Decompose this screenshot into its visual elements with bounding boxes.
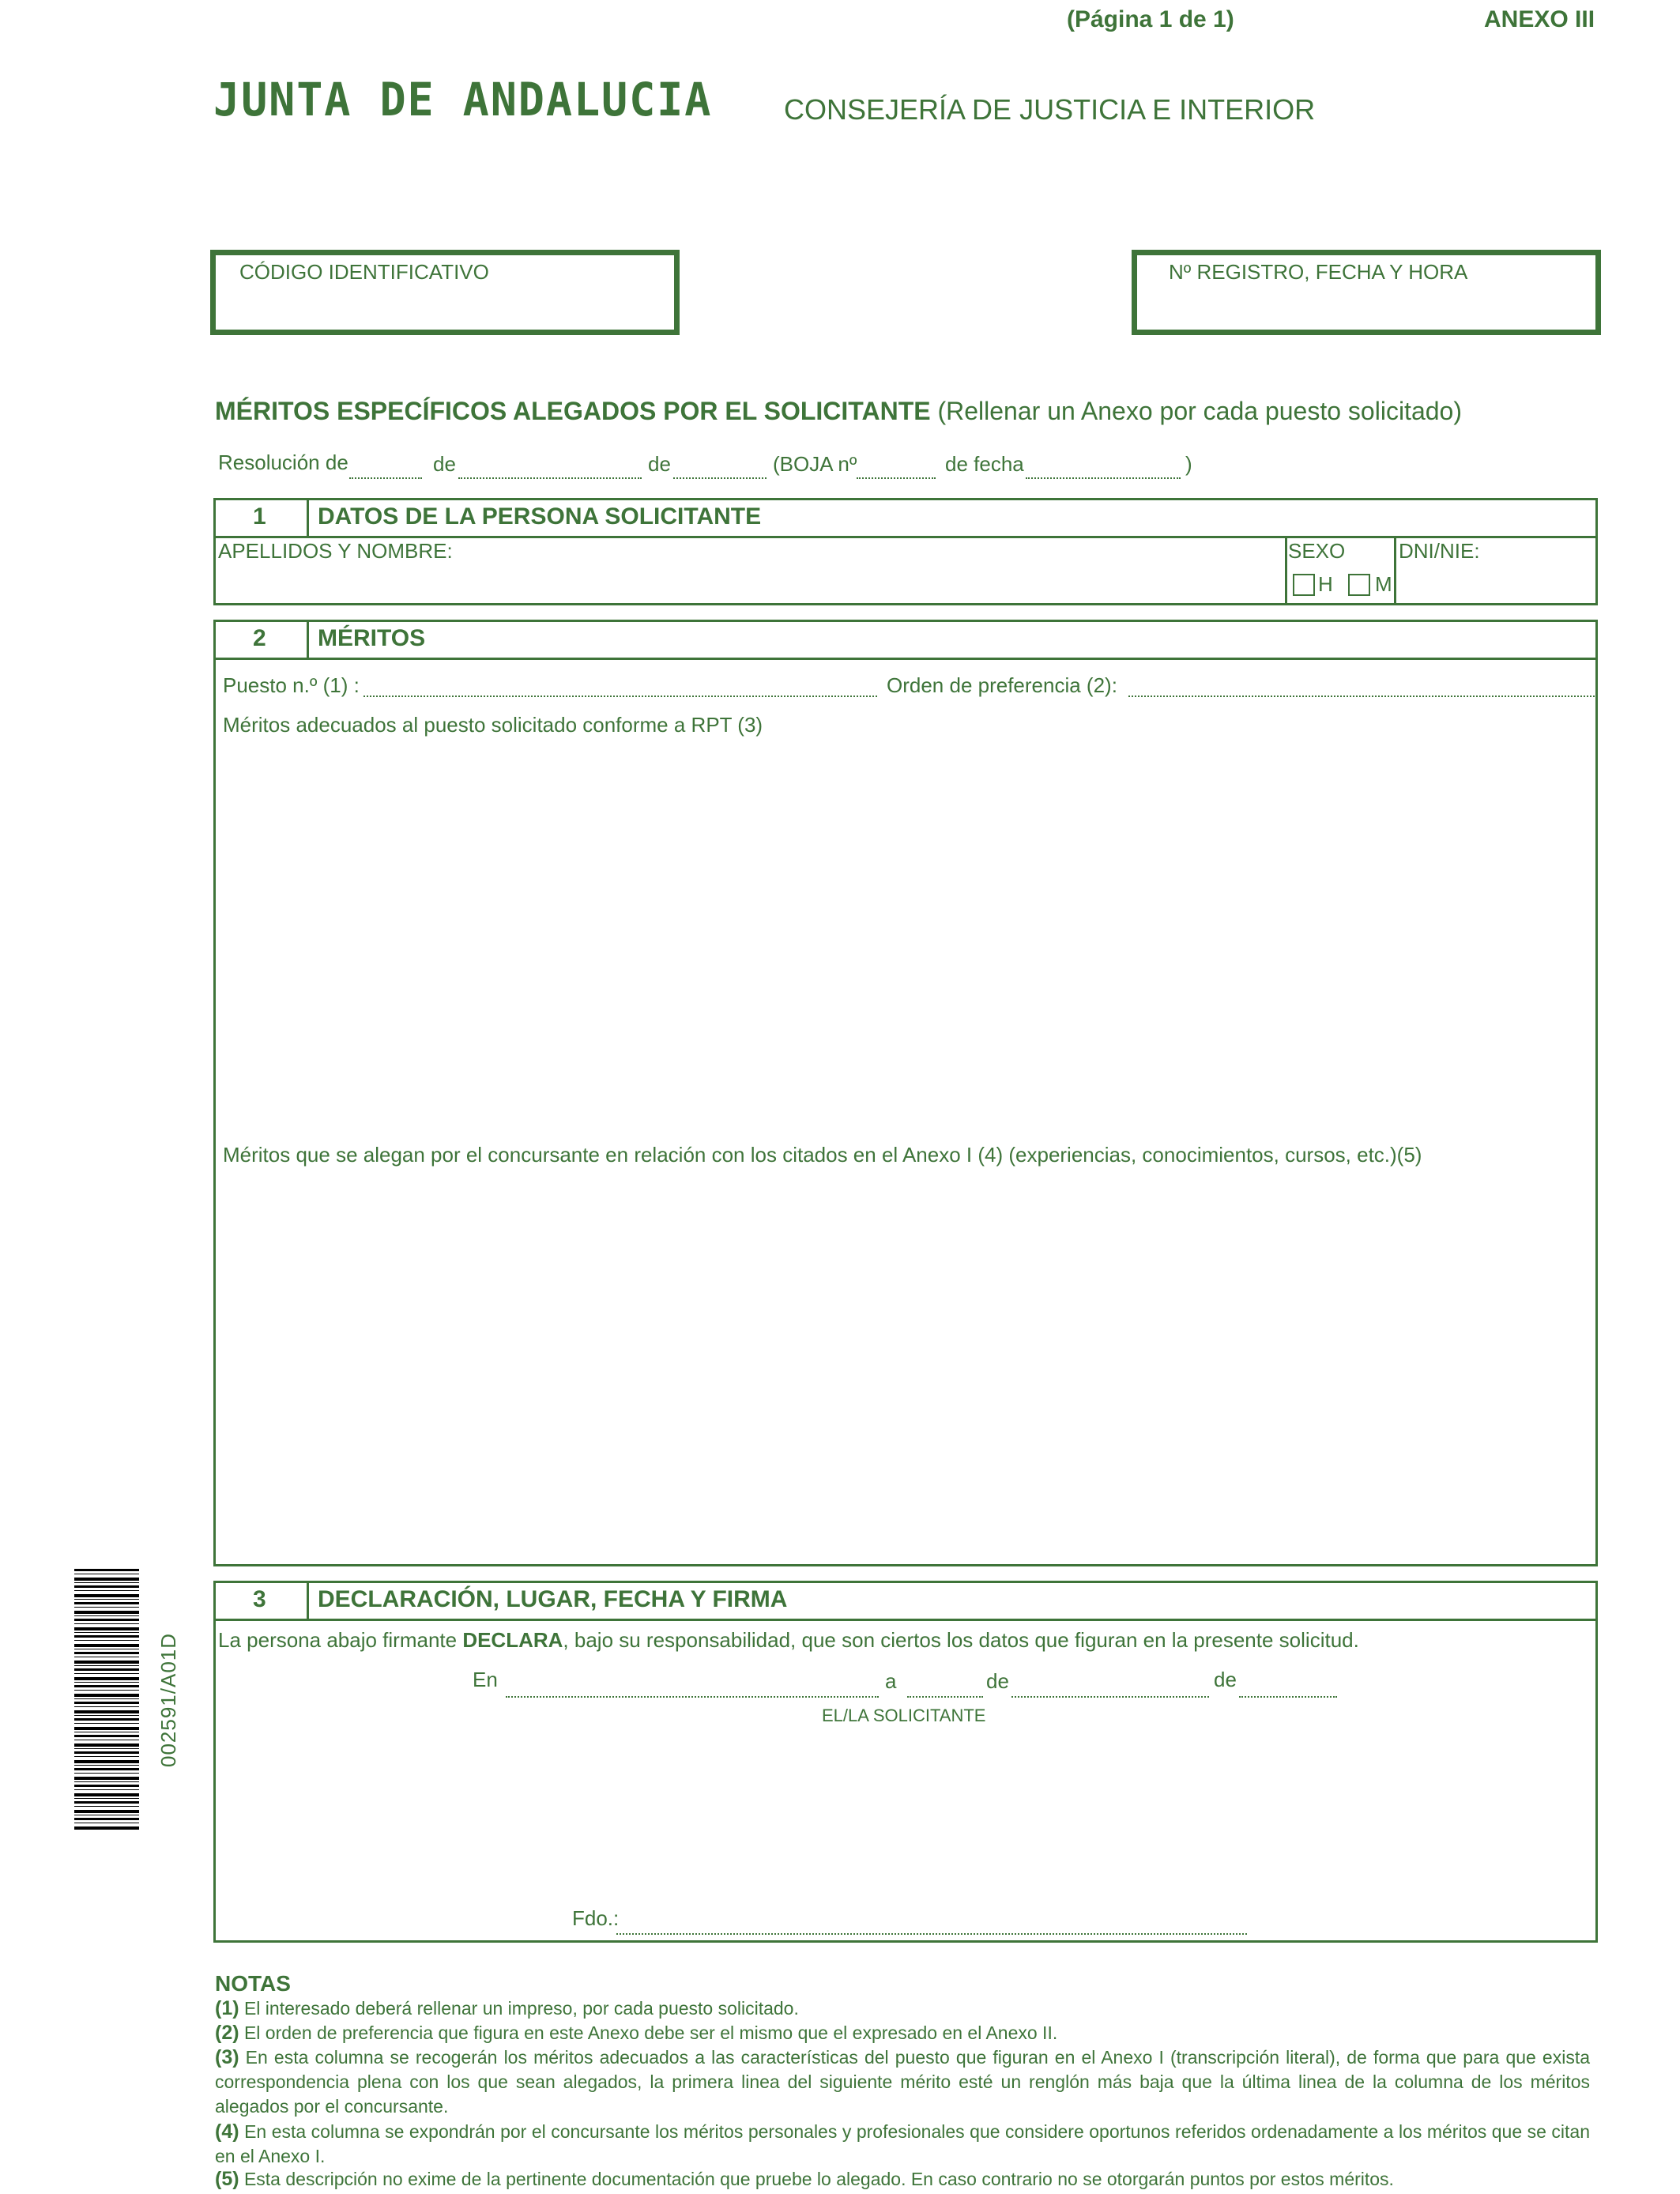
year-field[interactable] [1239,1696,1337,1698]
sex-label: SEXO [1288,539,1346,563]
month-field[interactable] [1011,1696,1209,1698]
orden-label: Orden de preferencia (2): [887,673,1117,697]
page-number-label: (Página 1 de 1) [1067,6,1234,32]
barcode-image [74,1569,139,1830]
meritos-adecuados-field[interactable] [223,746,1590,1133]
de-label-2: de [648,452,671,476]
dni-field[interactable] [1399,566,1593,602]
side-form-code: 002591/A01D [156,1632,180,1767]
meritos-adecuados-label: Méritos adecuados al puesto solicitado conforme a RPT (3) [223,713,763,737]
form-title [215,397,1462,426]
note-1-number: (1) [215,1997,239,2019]
registry-box[interactable] [1132,250,1601,335]
note-5-text: Esta descripción no exime de la pertinente documentación que pruebe lo alegado. En caso contrario no se otorgarán puntos por estos méritos. [243,2169,1394,2189]
resolucion-year-field[interactable] [673,477,767,479]
form-title-main: MÉRITOS ESPECÍFICOS ALEGADOS POR EL SOLICITANTE [215,397,931,425]
resolucion-label: Resolución de [218,450,348,474]
puesto-field[interactable] [363,696,877,697]
sex-m-label: M [1375,572,1392,596]
note-2-text: El orden de preferencia que figura en este Anexo debe ser el mismo que el expresado en el Anexo II. [243,2022,1058,2043]
annex-label: ANEXO III [1484,6,1595,32]
meritos-alegados-label: Méritos que se alegan por el concursante en relación con los citados en el Anexo I (4) (experiencias, conocimientos, cursos, etc.)(5) [223,1143,1422,1167]
puesto-label: Puesto n.º (1) : [223,673,360,697]
name-label: APELLIDOS Y NOMBRE: [218,539,453,563]
solicitante-label: EL/LA SOLICITANTE [822,1706,986,1725]
boja-number-field[interactable] [857,477,936,479]
dni-label: DNI/NIE: [1399,539,1480,563]
place-field[interactable] [506,1696,879,1698]
note-3 [215,2045,1590,2119]
resolucion-de-field[interactable] [458,477,642,479]
registry-box-label: Nº REGISTRO, FECHA Y HORA [1169,260,1468,284]
signature-area[interactable] [506,1736,1170,1894]
fdo-label: Fdo.: [572,1906,620,1930]
day-field[interactable] [907,1696,983,1698]
declaration-post: , bajo su responsabilidad, que son ciertos los datos que figuran en la presente solicitud. [563,1628,1359,1652]
boja-date-field[interactable] [1026,477,1181,479]
department-name: CONSEJERÍA DE JUSTICIA E INTERIOR [784,93,1316,126]
close-paren: ) [1185,452,1192,476]
sex-h-checkbox[interactable] [1293,574,1315,596]
note-2 [215,2021,1590,2045]
de-label-3: de [986,1669,1009,1693]
signer-name-field[interactable] [616,1933,1247,1935]
organization-logo: JUNTA DE ANDALUCIA [213,73,713,126]
section-3-number: 3 [253,1586,266,1612]
en-label: En [473,1668,498,1691]
declaration-bold: DECLARA [462,1628,563,1652]
de-label-1: de [433,452,456,476]
note-5-number: (5) [215,2168,239,2190]
section-1-number: 1 [253,503,266,530]
meritos-alegados-field[interactable] [223,1176,1590,1560]
name-field[interactable] [218,566,1280,602]
code-box-label: CÓDIGO IDENTIFICATIVO [239,260,489,284]
declaration-pre: La persona abajo firmante [218,1628,463,1652]
section-2-title: MÉRITOS [318,625,426,651]
boja-label: (BOJA nº [773,452,857,476]
note-3-number: (3) [215,2046,239,2068]
orden-field[interactable] [1128,696,1595,697]
resolucion-field[interactable] [349,477,422,479]
declaration-text [218,1628,1359,1653]
section-2-number: 2 [253,625,266,651]
a-label: a [885,1669,897,1693]
section-3-title: DECLARACIÓN, LUGAR, FECHA Y FIRMA [318,1586,788,1612]
fecha-label: de fecha [945,452,1024,476]
note-1 [215,1996,1590,2021]
sex-m-checkbox[interactable] [1348,574,1370,596]
note-1-text: El interesado deberá rellenar un impreso, por cada puesto solicitado. [243,1998,799,2019]
form-title-note: (Rellenar un Anexo por cada puesto solicitado) [937,397,1462,425]
note-4-number: (4) [215,2120,239,2143]
note-4-text: En esta columna se expondrán por el concursante los méritos personales y profesionales que considere oportunos referidos ordenadamente a los méritos que se citan en el Anexo I. [215,2121,1590,2166]
section-1-title: DATOS DE LA PERSONA SOLICITANTE [318,503,762,530]
note-3-text: En esta columna se recogerán los méritos adecuados a las características del puesto que figuran en el Anexo I (transcripción literal), de forma que para que exista correspondencia plena con los que sean alegados, la primera linea del siguiente mérito esté un renglón más baja que la última linea de la columna de los méritos alegados por el concursante. [215,2047,1590,2117]
code-box[interactable] [210,250,680,335]
notes-heading: NOTAS [215,1971,291,1996]
note-2-number: (2) [215,2022,239,2044]
de-label-4: de [1214,1668,1237,1691]
note-4 [215,2120,1590,2169]
sex-h-label: H [1318,572,1333,596]
note-5 [215,2167,1590,2192]
